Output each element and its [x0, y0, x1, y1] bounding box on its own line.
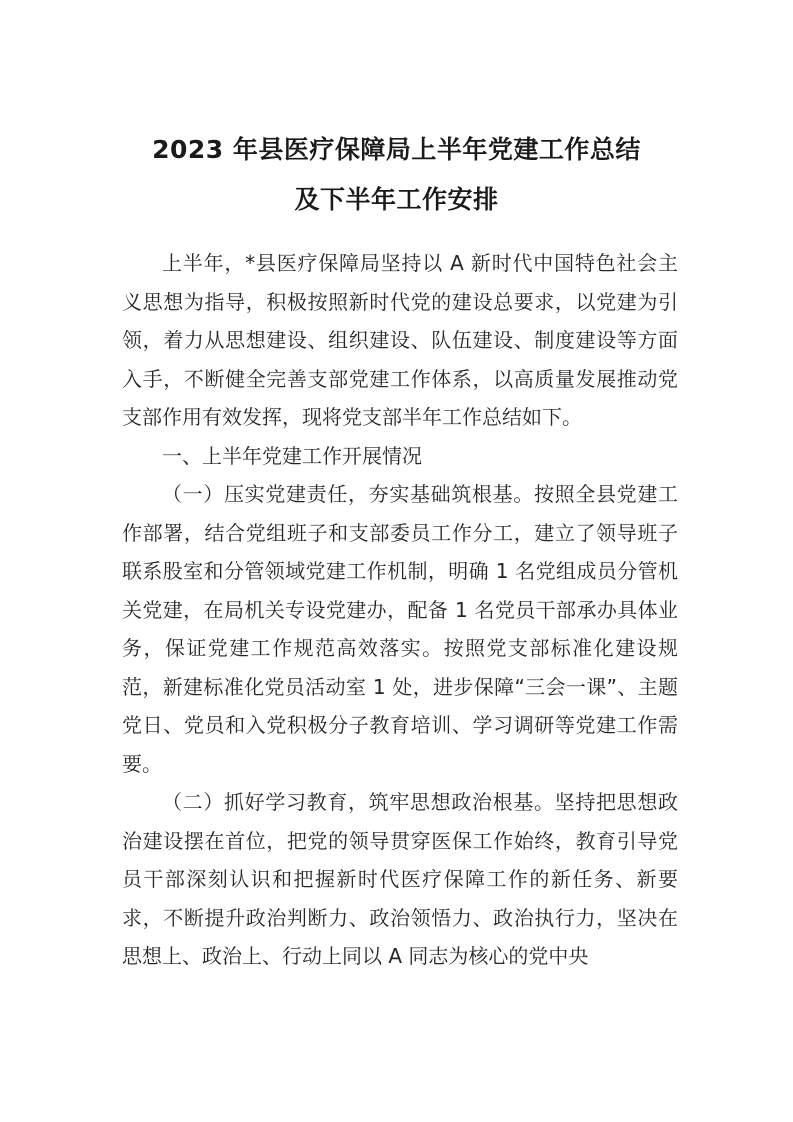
paragraph-section-2: （二）抓好学习教育，筑牢思想政治根基。坚持把思想政治建设摆在首位，把党的领导贯穿医保工作始终，教育引导党员干部深刻认识和把握新时代医疗保障工作的新任务、新要求，不断提升政治判断力、政治领悟力、政治执行力，坚决在思想上、政治上、行动上同以 A 同志为核心的党中央	[122, 790, 678, 968]
paragraph-section-1: （一）压实党建责任，夯实基础筑根基。按照全县党建工作部署，结合党组班子和支部委员工作分工，建立了领导班子联系股室和分管领域党建工作机制，明确 1 名党组成员分管机关党建，在局机关专设党建办，配备 1 名党员干部承办具体业务，保证党建工作规范高效落实。按照党支部标准化建设规范，新建标准化党员活动室 1 处，进步保障“三会一课”、主题党日、党员和入党积极分子教育培训、学习调研等党建工作需要。	[122, 482, 678, 776]
document-title	[0, 125, 793, 225]
document-body	[122, 244, 678, 976]
section-heading: 一、上半年党建工作开展情况	[162, 443, 422, 468]
paragraph-intro: 上半年，*县医疗保障局坚持以 A 新时代中国特色社会主义思想为指导，积极按照新时代党的建设总要求，以党建为引领，着力从思想建设、组织建设、队伍建设、制度建设等方面入手，不断健全完善支部党建工作体系，以高质量发展推动党支部作用有效发挥，现将党支部半年工作总结如下。	[122, 251, 678, 429]
title-line-1: 2023 年县医疗保障局上半年党建工作总结	[152, 135, 641, 164]
title-line-2: 及下半年工作安排	[294, 185, 499, 214]
